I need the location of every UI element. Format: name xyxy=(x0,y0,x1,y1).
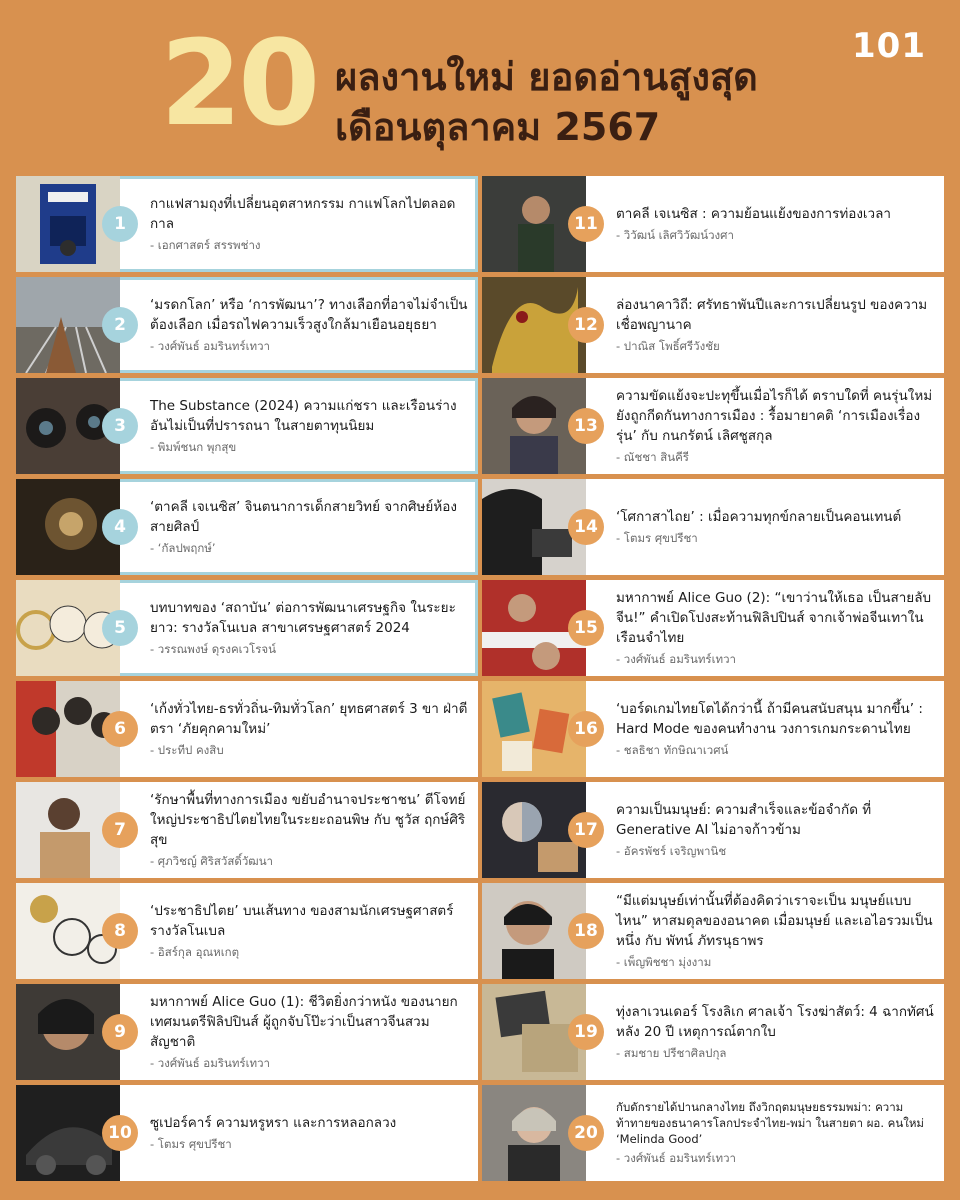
article-card[interactable] xyxy=(482,176,944,272)
left-column xyxy=(16,176,478,1186)
article-title[interactable]: ‘รักษาพื้นที่ทางการเมือง ขยับอำนาจประชาชน’ ตีโจทย์ใหญ่ประชาธิปไตยไทยในระยะถอนพิษ กับ ชูวัส ฤกษ์ศิริสุข xyxy=(150,791,466,848)
article-author: - โตมร ศุขปรีชา xyxy=(616,530,698,545)
rank-badge: 9 xyxy=(102,1014,138,1050)
article-card[interactable] xyxy=(16,782,478,878)
article-card[interactable] xyxy=(16,580,478,676)
article-title[interactable]: มหากาพย์ Alice Guo (2): “เขาว่านให้เธอ เป็นสายลับจีน!” คำเปิดโปงสะท้านฟิลิปปินส์ จากเจ้าพ่อจีนเทาในเรือนจำไทย xyxy=(616,589,932,646)
article-card[interactable] xyxy=(16,1085,478,1181)
article-title[interactable]: บทบาทของ ‘สถาบัน’ ต่อการพัฒนาเศรษฐกิจ ในระยะยาว: รางวัลโนเบล สาขาเศรษฐศาสตร์ 2024 xyxy=(150,599,456,636)
article-author: - วงศ์พันธ์ อมรินทร์เทวา xyxy=(616,651,737,666)
article-author: - วงศ์พันธ์ อมรินทร์เทวา xyxy=(616,1150,737,1165)
article-author: - เอกศาสตร์ สรรพช่าง xyxy=(150,237,261,252)
rank-badge: 4 xyxy=(102,509,138,545)
rank-badge: 12 xyxy=(568,307,604,343)
article-title[interactable]: ซูเปอร์คาร์ ความหรูหรา และการหลอกลวง xyxy=(150,1114,397,1131)
header xyxy=(0,0,960,170)
article-card[interactable] xyxy=(482,883,944,979)
rank-badge: 2 xyxy=(102,307,138,343)
rank-badge: 10 xyxy=(102,1115,138,1151)
article-author: - โตมร ศุขปรีชา xyxy=(150,1136,232,1151)
rank-badge: 17 xyxy=(568,812,604,848)
rank-badge: 16 xyxy=(568,711,604,747)
article-title[interactable]: ล่องนาคาวิถี: ศรัทธาพันปีและการเปลี่ยนรูป ของความเชื่อพญานาค xyxy=(616,296,928,333)
article-title[interactable]: ‘บอร์ดเกมไทยโตได้กว่านี้ ถ้ามีคนสนับสนุน มากขึ้น’ : Hard Mode ของคนทำงาน วงการเกมกระดานไทย xyxy=(616,700,923,737)
brand-logo: 101 xyxy=(852,26,926,66)
article-title[interactable]: ‘โศกาสาไถย’ : เมื่อความทุกข์กลายเป็นคอนเทนต์ xyxy=(616,508,902,525)
article-author: - วิวัฒน์ เลิศวิวัฒน์วงศา xyxy=(616,227,734,242)
article-title[interactable]: มหากาพย์ Alice Guo (1): ชีวิตยิ่งกว่าหนัง ของนายกเทศมนตรีฟิลิปปินส์ ผู้ถูกจับโป๊ะว่าเป็นสาวจีนสวมสัญชาติ xyxy=(150,993,458,1050)
article-author: - ประทีป คงสิบ xyxy=(150,742,224,757)
headline-number: 20 xyxy=(160,14,317,152)
rank-badge: 13 xyxy=(568,408,604,444)
article-card[interactable] xyxy=(16,277,478,373)
article-title[interactable]: ‘ประชาธิปไตย’ บนเส้นทาง ของสามนักเศรษฐศาสตร์รางวัลโนเบล xyxy=(150,902,454,939)
article-card[interactable] xyxy=(482,984,944,1080)
rank-badge: 19 xyxy=(568,1014,604,1050)
rank-badge: 15 xyxy=(568,610,604,646)
rank-badge: 6 xyxy=(102,711,138,747)
article-title[interactable]: ตาคลี เจเนซิส : ความย้อนแย้งของการท่องเวลา xyxy=(616,205,891,222)
rank-badge: 14 xyxy=(568,509,604,545)
right-column xyxy=(482,176,944,1186)
article-author: - วรรณพงษ์ ดุรงคเวโรจน์ xyxy=(150,641,277,656)
rank-badge: 20 xyxy=(568,1115,604,1151)
headline-line-1: ผลงานใหม่ ยอดอ่านสูงสุด xyxy=(335,55,758,99)
rank-badge: 18 xyxy=(568,913,604,949)
article-title[interactable]: กาแฟสามถุงที่เปลี่ยนอุตสาหกรรม กาแฟโลกไปตลอดกาล xyxy=(150,195,456,232)
headline-line-2: เดือนตุลาคม 2567 xyxy=(335,105,661,149)
article-title[interactable]: ความขัดแย้งจะปะทุขึ้นเมื่อไรก็ได้ ตราบใดที่ คนรุ่นใหม่ยังถูกกีดกันทางการเมือง : รื้อมายาคติ ‘การเมืองเรื่องรุ่น’ กับ กนกรัตน์ เลิศชูสกุล xyxy=(616,387,933,444)
article-card[interactable] xyxy=(482,479,944,575)
article-author: - เพ็ญพิชชา มุ่งงาม xyxy=(616,954,712,969)
article-title[interactable]: ทุ่งลาเวนเดอร์ โรงลิเก ศาลเจ้า โรงฆ่าสัตว์: 4 ฉากทัศน์หลัง 20 ปี เหตุการณ์ตากใบ xyxy=(616,1003,934,1040)
rank-badge: 3 xyxy=(102,408,138,444)
article-title[interactable]: ‘มรดกโลก’ หรือ ‘การพัฒนา’? ทางเลือกที่อาจไม่จำเป็นต้องเลือก เมื่อรถไฟความเร็วสูงใกล้มาเยือนอยุธยา xyxy=(150,296,468,333)
article-author: - วงศ์พันธ์ อมรินทร์เทวา xyxy=(150,1055,271,1070)
article-author: - ‘กัลปพฤกษ์’ xyxy=(150,540,216,555)
article-title[interactable]: “มีแต่มนุษย์เท่านั้นที่ต้องคิดว่าเราจะเป็น มนุษย์แบบไหน” หาสมดุลของอนาคต เมื่อมนุษย์ และเอไอรวมเป็นหนึ่ง กับ พัทน์ ภัทรนุธาพร xyxy=(616,892,933,949)
article-author: - สมชาย ปรีชาศิลปกุล xyxy=(616,1045,727,1060)
article-author: - อิสร์กุล อุณหเกตุ xyxy=(150,944,240,959)
article-author: - ชลธิชา ทักษิณาเวศน์ xyxy=(616,742,729,757)
article-card[interactable] xyxy=(482,378,944,474)
article-author: - วงศ์พันธ์ อมรินทร์เทวา xyxy=(150,338,271,353)
article-author: - อัครพัชร์ เจริญพานิช xyxy=(616,843,727,858)
article-card[interactable] xyxy=(16,479,478,575)
article-card[interactable] xyxy=(482,277,944,373)
article-card[interactable] xyxy=(16,681,478,777)
rank-badge: 8 xyxy=(102,913,138,949)
article-title[interactable]: ความเป็นมนุษย์: ความสำเร็จและข้อจำกัด ที่ Generative AI ไม่อาจก้าวข้าม xyxy=(616,801,872,838)
article-title[interactable]: ‘ตาคลี เจเนซิส’ จินตนาการเด็กสายวิทย์ จากศิษย์ห้องสายศิลป์ xyxy=(150,498,457,535)
article-title[interactable]: ‘เก้งทั่วไทย-ธรทั่วถิ่น-ทิมทั่วโลก’ ยุทธศาสตร์ 3 ขา ฝ่าตีตรา ‘ภัยคุกคามใหม่’ xyxy=(150,700,468,737)
article-title[interactable]: The Substance (2024) ความแก่ชรา และเรือนร่างอันไม่เป็นที่ปรารถนา ในสายตาทุนนิยม xyxy=(150,397,457,434)
article-author: - ศุภวิชญ์ ศิริสวัสดิ์วัฒนา xyxy=(150,853,274,868)
article-author: - พิมพ์ชนก พุกสุข xyxy=(150,439,237,454)
article-card[interactable] xyxy=(16,984,478,1080)
rank-badge: 1 xyxy=(102,206,138,242)
article-author: - ปาณิส โพธิ์ศรีวังชัย xyxy=(616,338,720,353)
article-card[interactable] xyxy=(482,681,944,777)
article-card[interactable] xyxy=(482,782,944,878)
article-card[interactable] xyxy=(482,1085,944,1181)
article-title[interactable]: กับดักรายได้ปานกลางไทย ถึงวิกฤตมนุษยธรรมพม่า: ความท้าทายของธนาคารโลกประจำไทย-พม่า ในสายตา ผอ. คนใหม่ ‘Melinda Good’ xyxy=(616,1099,924,1146)
article-card[interactable] xyxy=(16,176,478,272)
article-card[interactable] xyxy=(482,580,944,676)
rank-badge: 5 xyxy=(102,610,138,646)
rank-badge: 7 xyxy=(102,812,138,848)
rank-badge: 11 xyxy=(568,206,604,242)
article-author: - ณัชชา สินคีรี xyxy=(616,449,689,464)
article-card[interactable] xyxy=(16,378,478,474)
article-card[interactable] xyxy=(16,883,478,979)
